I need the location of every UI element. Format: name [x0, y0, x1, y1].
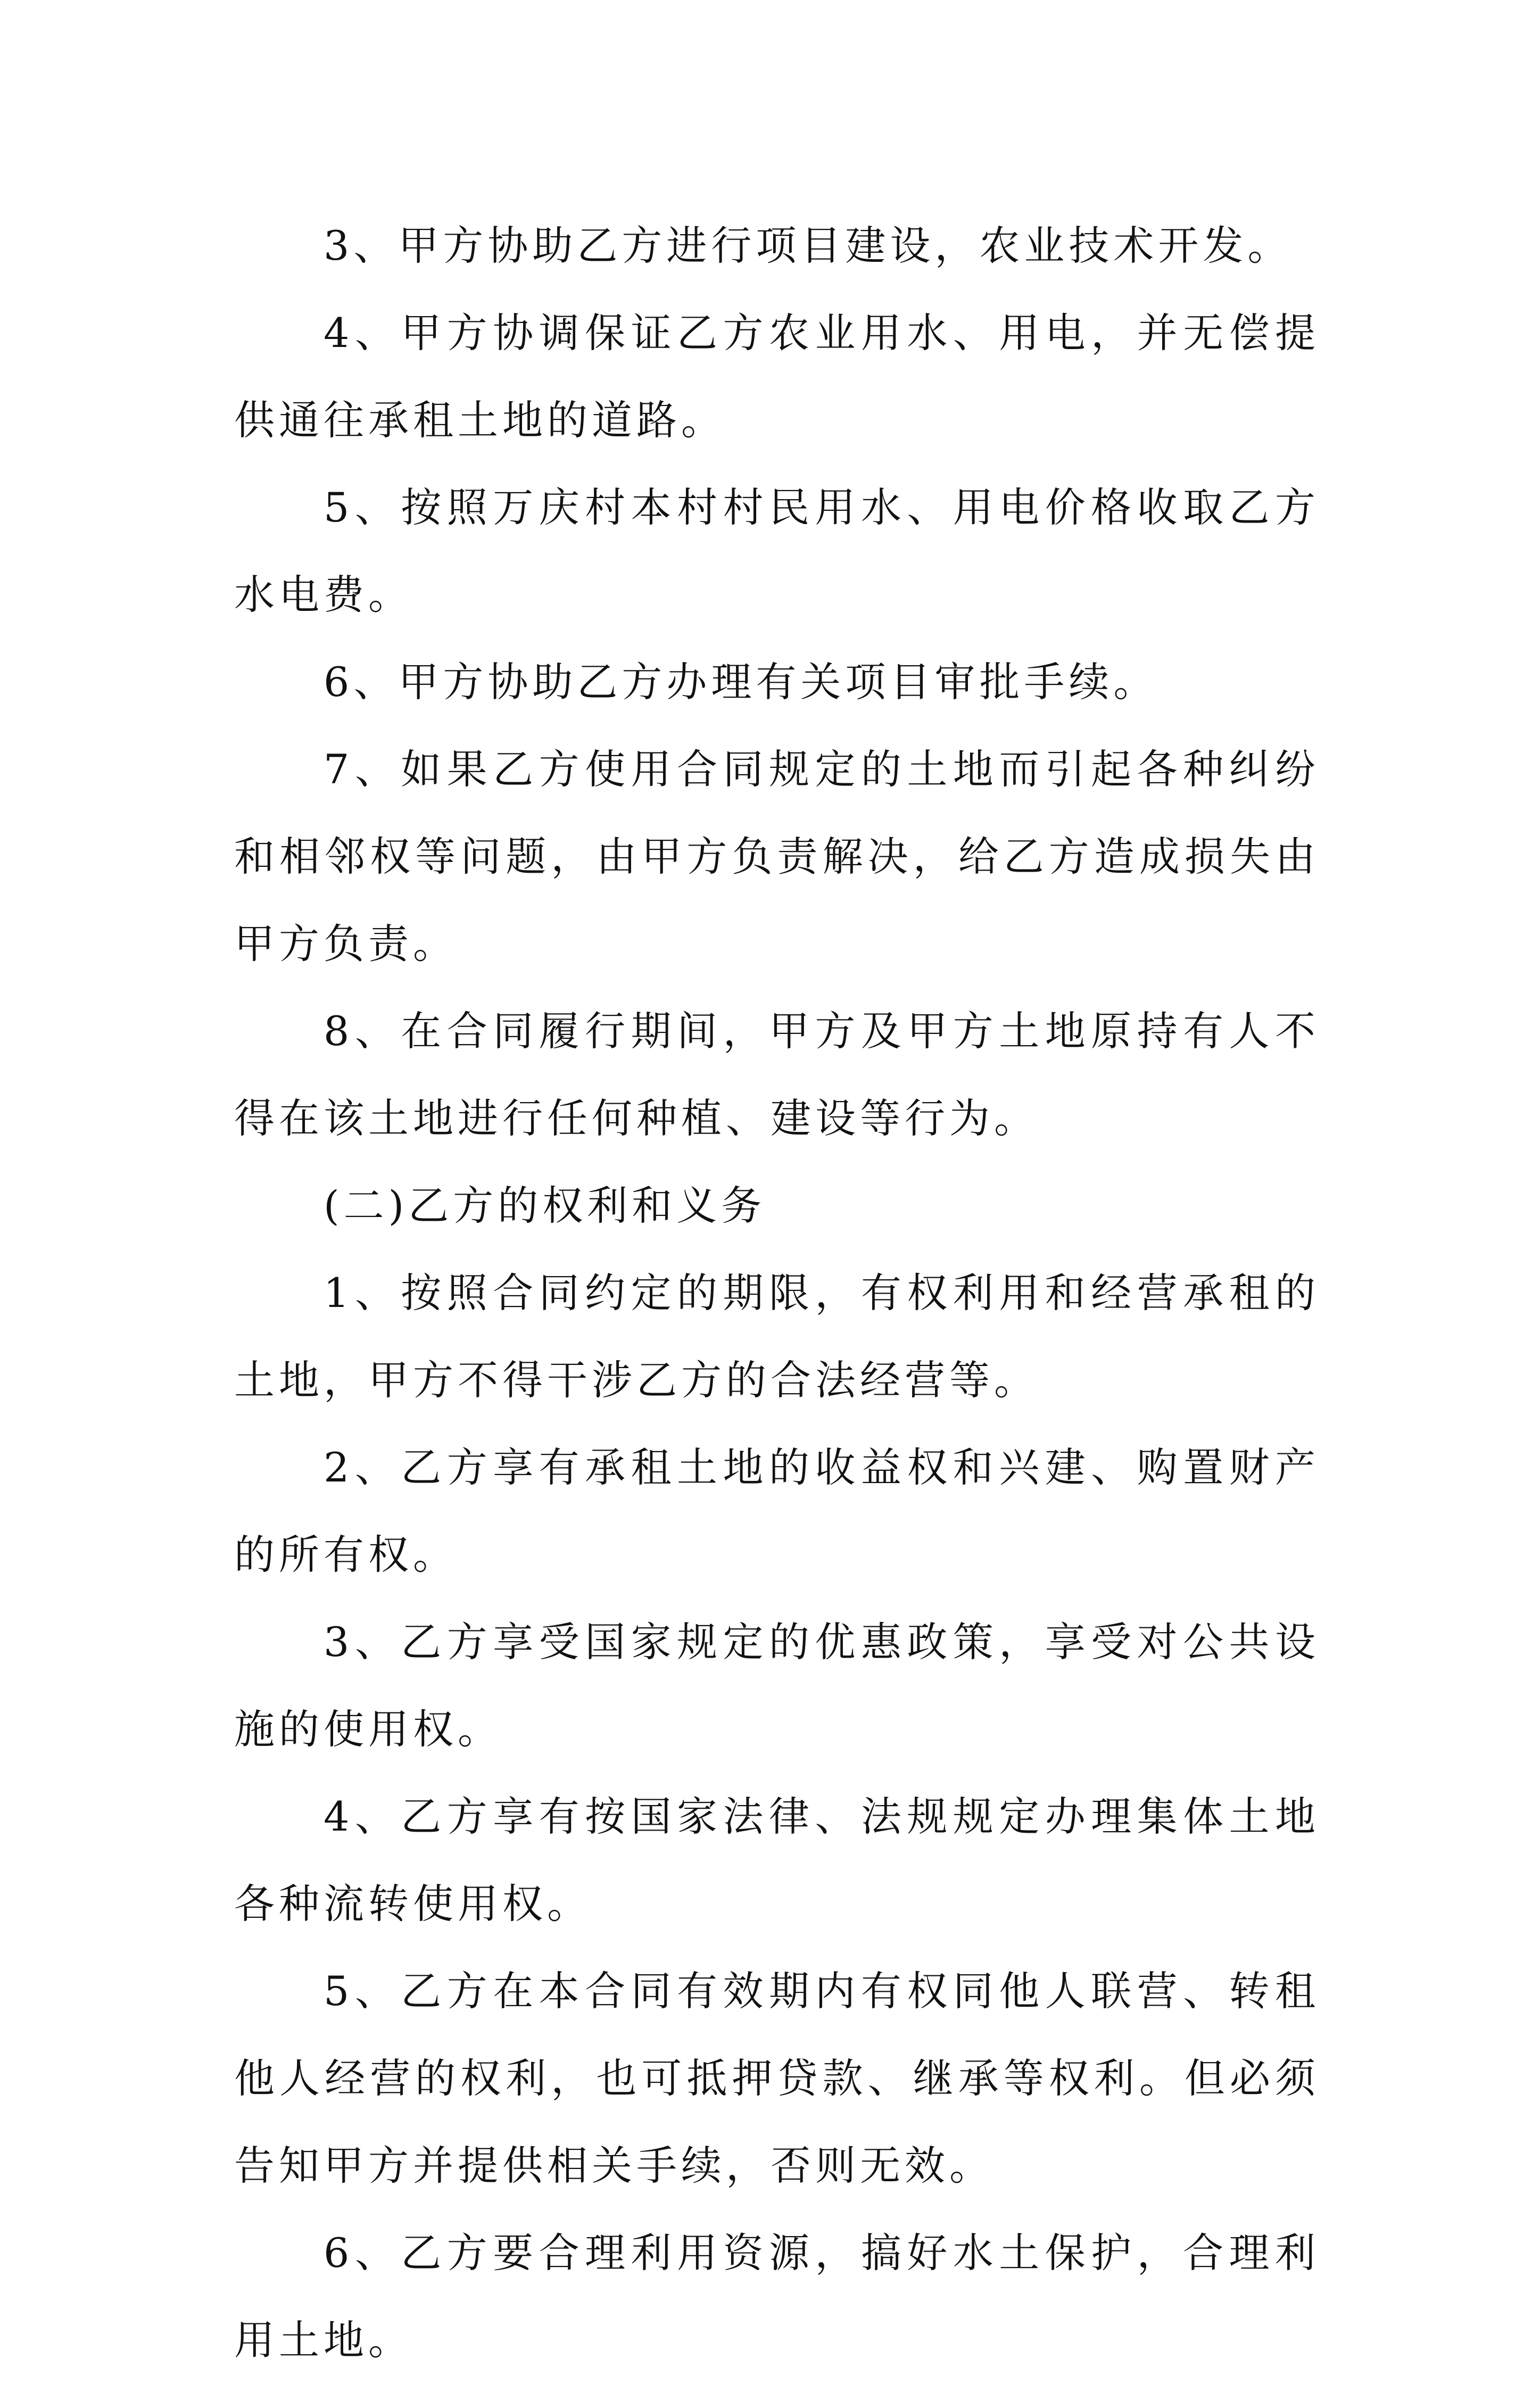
paragraph-b4: 4、乙方享有按国家法律、法规规定办理集体土地各种流转使用权。	[234, 1793, 1320, 1927]
paragraph-a6: 6、甲方协助乙方办理有关项目审批手续。	[324, 658, 1158, 706]
paragraph-a3: 3、甲方协助乙方进行项目建设，农业技术开发。	[324, 222, 1293, 269]
paragraph-a5: 5、按照万庆村本村村民用水、用电价格收取乙方水电费。	[234, 484, 1320, 618]
paragraph-a7: 7、如果乙方使用合同规定的土地而引起各种纠纷和相邻权等问题，由甲方负责解决，给乙方造成损失由甲方负责。	[234, 746, 1320, 967]
paragraph-b1: 1、按照合同约定的期限，有权利用和经营承租的土地，甲方不得干涉乙方的合法经营等。	[234, 1269, 1320, 1404]
document-body	[234, 202, 1320, 2384]
paragraph-a8: 8、在合同履行期间，甲方及甲方土地原持有人不得在该土地进行任何种植、建设等行为。	[234, 1007, 1320, 1142]
paragraph-b3: 3、乙方享受国家规定的优惠政策，享受对公共设施的使用权。	[234, 1618, 1320, 1753]
section-heading-party-b: (二)乙方的权利和义务	[324, 1182, 766, 1229]
paragraph-b6: 6、乙方要合理利用资源，搞好水土保护，合理利用土地。	[234, 2229, 1320, 2364]
paragraph-b2: 2、乙方享有承租土地的收益权和兴建、购置财产的所有权。	[234, 1444, 1320, 1578]
paragraph-a4: 4、甲方协调保证乙方农业用水、用电，并无偿提供通往承租土地的道路。	[234, 309, 1320, 444]
paragraph-b5: 5、乙方在本合同有效期内有权同他人联营、转租他人经营的权利，也可抵押贷款、继承等权利。但必须告知甲方并提供相关手续，否则无效。	[234, 1967, 1320, 2189]
